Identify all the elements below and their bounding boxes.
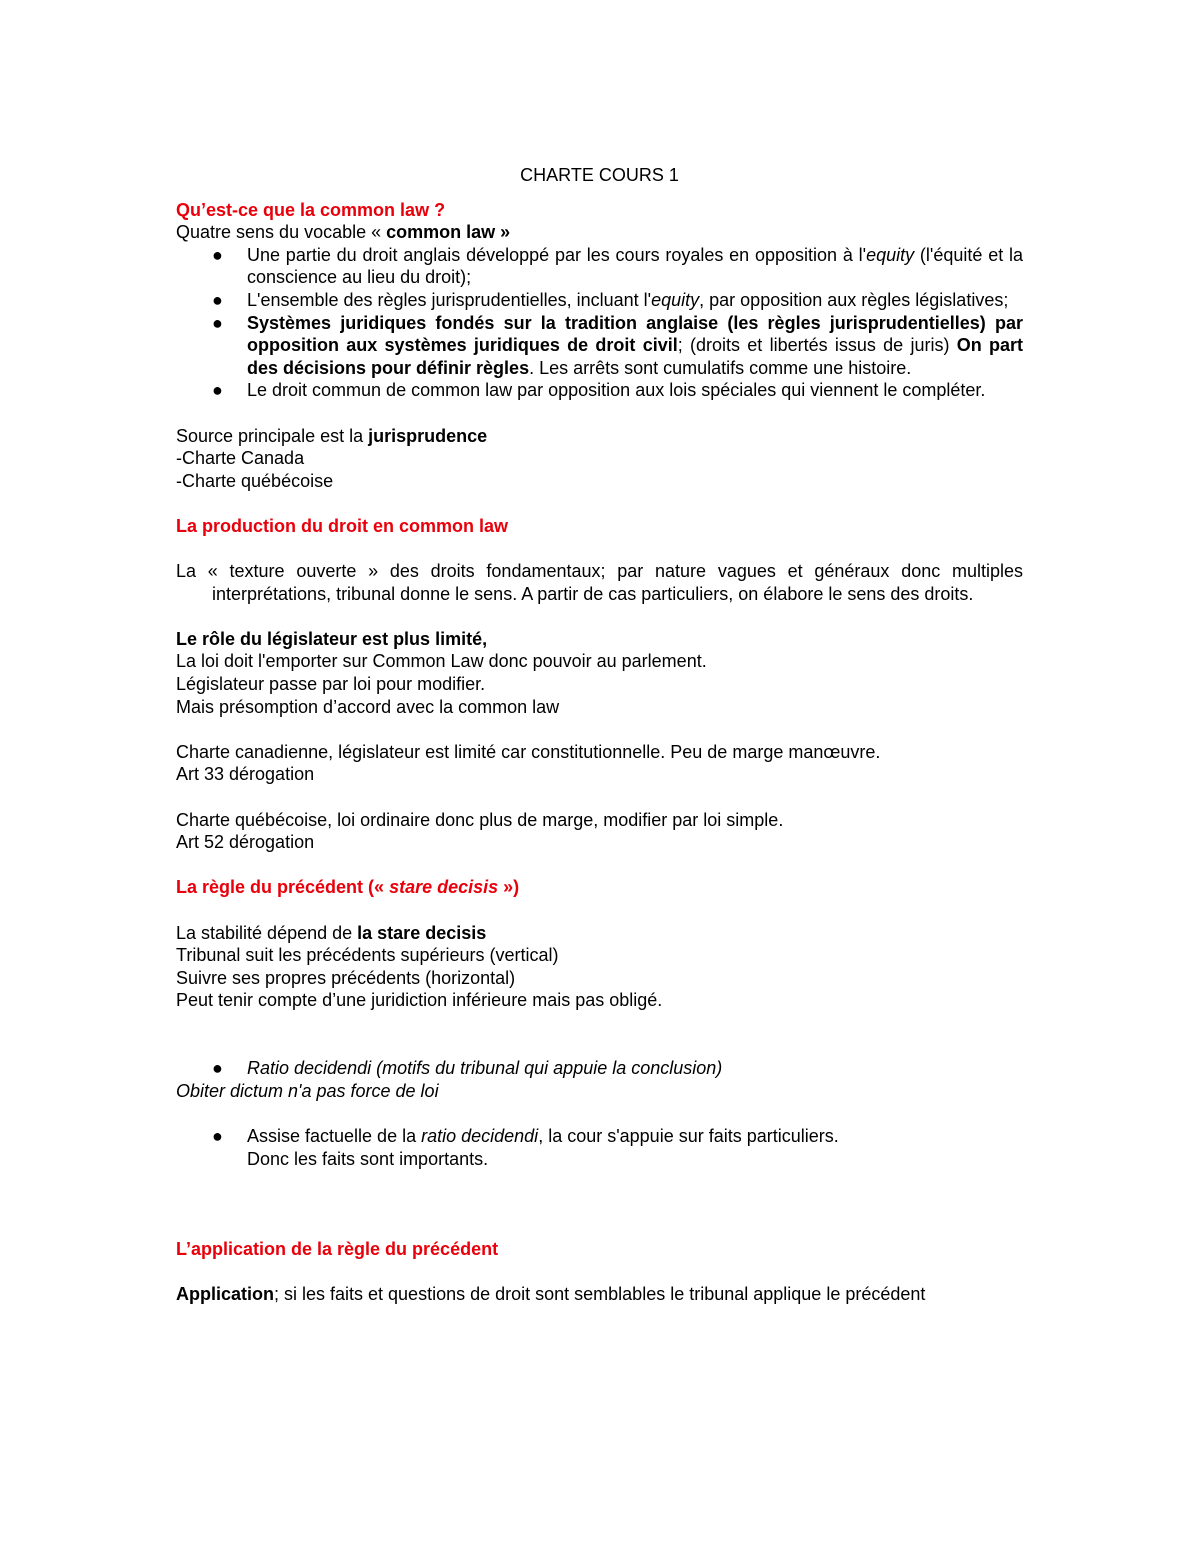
charte-canada-line: -Charte Canada <box>176 448 305 469</box>
page-title: CHARTE COURS 1 <box>520 165 679 185</box>
list-item <box>176 1057 1023 1080</box>
bullet-icon: ● <box>212 380 223 401</box>
common-law-meanings-list <box>176 244 1023 402</box>
section-heading-application: L’application de la règle du précédent <box>176 1238 499 1259</box>
source-line <box>176 425 1023 448</box>
texture-paragraph: La « texture ouverte » des droits fondamentaux; par nature vagues et généraux donc multiples interprétations, tribunal donne le sens. A partir de cas particuliers, on élabore le sens des droits. <box>176 561 1023 604</box>
stabilite-line <box>176 922 1023 945</box>
item-text: Une partie du droit anglais développé par les cours royales en opposition à l' <box>247 244 867 265</box>
document-body <box>176 164 1023 1306</box>
assise-list <box>176 1125 1023 1170</box>
bullet-icon: ● <box>212 312 223 333</box>
bullet-icon: ● <box>212 244 223 265</box>
source-text: Source principale est la <box>176 425 369 446</box>
intro-line <box>176 221 1023 244</box>
assise-italic: ratio decidendi <box>421 1125 539 1146</box>
role-heading: Le rôle du législateur est plus limité, <box>176 628 488 649</box>
item-text: L'ensemble des règles jurisprudentielles, incluant l' <box>247 289 652 310</box>
item-text: ; (droits et libertés issus de juris) <box>677 335 957 356</box>
art-33-line: Art 33 dérogation <box>176 764 315 785</box>
role-line-1: La loi doit l'emporter sur Common Law donc pouvoir au parlement. <box>176 651 707 672</box>
heading-text: La règle du précédent (« <box>176 877 390 898</box>
item-text-end: (l'équité et la conscience au lieu du droit); <box>247 244 1024 288</box>
bullet-icon: ● <box>212 1125 223 1146</box>
source-bold: jurisprudence <box>368 425 488 446</box>
ratio-list <box>176 1057 1023 1080</box>
list-item <box>176 1125 1023 1170</box>
item-bold: Systèmes juridiques fondés sur la tradition anglaise (les règles jurisprudentielles) par opposition aux systèmes juridiques de droit civil <box>247 312 1023 356</box>
horizontal-line: Suivre ses propres précédents (horizontal) <box>176 967 516 988</box>
ratio-text: Ratio decidendi (motifs du tribunal qui appuie la conclusion) <box>247 1058 723 1079</box>
application-line <box>176 1283 1023 1306</box>
heading-text-end: ») <box>498 877 520 898</box>
intro-bold: common law » <box>386 222 511 243</box>
bullet-icon: ● <box>212 289 223 310</box>
application-bold: Application <box>176 1284 274 1305</box>
inferieure-line: Peut tenir compte d’une juridiction inférieure mais pas obligé. <box>176 990 663 1011</box>
assise-text: Assise factuelle de la <box>247 1125 422 1146</box>
list-item <box>176 289 1023 312</box>
stab-bold: la stare decisis <box>357 922 487 943</box>
item-text-end: . Les arrêts sont cumulatifs comme une histoire. <box>529 357 912 378</box>
bullet-icon: ● <box>212 1058 223 1079</box>
role-line-2: Législateur passe par loi pour modifier. <box>176 674 486 695</box>
charte-quebecoise-line: Charte québécoise, loi ordinaire donc plus de marge, modifier par loi simple. <box>176 809 784 830</box>
section-heading-common-law: Qu’est-ce que la common law ? <box>176 199 446 220</box>
section-heading-precedent <box>176 876 1023 899</box>
obiter-line: Obiter dictum n'a pas force de loi <box>176 1080 439 1101</box>
item-italic: equity <box>866 244 915 265</box>
section-heading-production: La production du droit en common law <box>176 515 508 536</box>
assise-line-2: Donc les faits sont importants. <box>247 1148 489 1169</box>
item-text-end: , par opposition aux règles législatives; <box>699 289 1009 310</box>
item-italic: equity <box>651 289 700 310</box>
charte-quebec-line: -Charte québécoise <box>176 470 334 491</box>
role-line-3: Mais présomption d’accord avec la common law <box>176 696 560 717</box>
assise-text-end: , la cour s'appuie sur faits particuliers. <box>538 1125 839 1146</box>
charte-canadienne-line: Charte canadienne, législateur est limité car constitutionnelle. Peu de marge manœuvre. <box>176 741 881 762</box>
list-item <box>176 244 1023 289</box>
heading-italic: stare decisis <box>389 877 499 898</box>
list-item <box>176 312 1023 380</box>
stab-text: La stabilité dépend de <box>176 922 358 943</box>
vertical-line: Tribunal suit les précédents supérieurs (vertical) <box>176 945 559 966</box>
item-bold-2: On part des décisions pour définir règles <box>247 335 1023 378</box>
item-text: Le droit commun de common law par opposition aux lois spéciales qui viennent le compléter. <box>247 380 986 401</box>
application-text: ; si les faits et questions de droit sont semblables le tribunal applique le précédent <box>274 1284 926 1305</box>
list-item <box>176 379 1023 402</box>
art-52-line: Art 52 dérogation <box>176 832 315 853</box>
intro-text: Quatre sens du vocable « <box>176 222 387 243</box>
